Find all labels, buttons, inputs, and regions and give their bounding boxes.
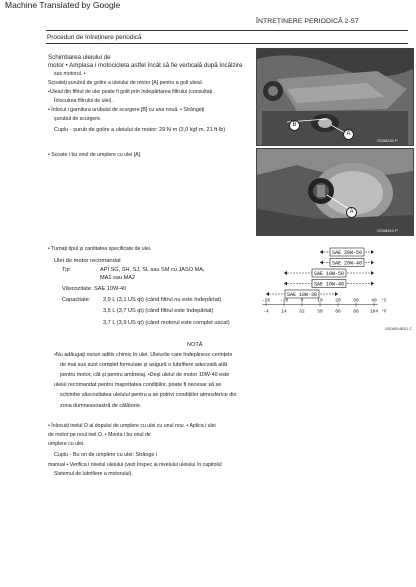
viscosity-chart [256, 244, 414, 332]
filler-cap-illustration [257, 149, 413, 235]
celsius-tick-label: 0 [300, 298, 304, 304]
header-rule-top [46, 30, 408, 31]
celsius-tick-label: -10 [279, 298, 289, 304]
drain-bolt-torque: Cuplu - șurub de golire a uleiului de motor: 29 N·m (3,0 kgf·m, 21 ft·lb) [54, 127, 226, 133]
block1-line-3: •Uleiul din filtrul de ulei poate fi golit prin îndepărtarea filtrului (consultați [48, 89, 213, 95]
viscosity-chart-svg [256, 244, 414, 332]
photo1-callout-a: A [343, 129, 354, 140]
grade-label: SAE 10W-30 [286, 292, 318, 298]
capacity-line-1: 3,5 L (3,7 US qt) (când filtrul este îndepărtat) [103, 308, 214, 314]
celsius-tick-label: 20 [335, 298, 341, 304]
grade-label: SAE 20W-40 [331, 260, 363, 267]
capacity-label: Capacitate: [62, 297, 91, 303]
block1-line-2: Scoateți șurubul de golire a uleiului de motor [A] pentru a goli uleiul. [48, 80, 204, 86]
filler-cap-photo [256, 148, 414, 236]
fahrenheit-tick-label: 68 [335, 309, 341, 315]
block4-line-1: de motor pe noul inel O. • Monta i bu onul de [48, 432, 151, 438]
block1-line-4: Înlocuirea filtrului de ulei). [54, 98, 113, 104]
celsius-tick-label: °C [381, 298, 387, 304]
fahrenheit-tick-label: 32 [299, 309, 305, 315]
oil-type-label: Tip: [62, 267, 72, 273]
note-line-2: pentru motor, cât și pentru ambreiaj. •Deși uleiul de motor 10W-40 este [60, 372, 230, 378]
note-line-4: schimbe vâscozitatea uleiului pentru a se potrivi condițiilor atmosferice din [60, 392, 237, 398]
fahrenheit-tick-label: °F [381, 309, 387, 315]
celsius-tick-label: 40 [371, 298, 377, 304]
oil-change-heading: Schimbarea uleiului de [48, 54, 111, 61]
photo2-ref: GS08510 P [377, 228, 398, 233]
recommended-oil-heading: Ulei de motor recomandat [54, 258, 121, 264]
filler-cap-torque: Cuplu - Bu on de umplere cu ulei: Strânge i [54, 452, 158, 458]
fahrenheit-tick-label: 104 [369, 309, 379, 315]
celsius-tick-label: 30 [353, 298, 359, 304]
pour-oil-line: • Turnați tipul și cantitatea specificate de ulei. [48, 246, 152, 252]
translation-banner: Machine Translated by Google [5, 0, 121, 10]
photo1-ref: GS08242 P [377, 138, 398, 143]
note-line-3: uleiul recomandat pentru majoritatea condițiilor, poate fi necesar să se [54, 382, 222, 388]
block1-line-5: • Înlocui i garnitura urubului de scurgere [B] cu una nouă. • Strângeți [48, 107, 205, 113]
block1-line-0: motor • Amplasa i motocicleta astfel încât să fie verticală după încălzire [48, 62, 243, 69]
header-rule-bottom [46, 43, 408, 44]
fahrenheit-tick-label: 14 [281, 309, 287, 315]
viscosity-line: Vâscozitate: SAE 10W-40 [62, 286, 127, 292]
drain-bolt-photo [256, 48, 414, 146]
celsius-tick-label: 10 [317, 298, 323, 304]
block4-tail-line-1: Sistemul de lubrifiere a motorului). [54, 471, 133, 477]
fahrenheit-tick-label: -4 [263, 309, 269, 315]
block1-line-6: șurubul de scurgere. [54, 116, 102, 122]
page-header-title: ÎNTREȚINERE PERIODICĂ 2-57 [256, 18, 359, 25]
celsius-tick-label: -20 [261, 298, 271, 304]
capacity-line-2: 3,7 L (3,9 US qt) (când motorul este complet uscat) [103, 320, 230, 326]
note-line-1: de mai sus sunt complet formulate și asigură o lubrifiere adecvată atât [60, 362, 228, 368]
grade-label: SAE 10W-40 [313, 281, 345, 288]
grade-label: SAE 20W-50 [331, 250, 363, 256]
section-title: Proceduri de întreținere periodică [47, 34, 142, 41]
fahrenheit-tick-label: 86 [353, 309, 359, 315]
chart-ref: GS06014BS1 C [384, 327, 412, 331]
photo2-callout-a: A [346, 207, 357, 218]
block1-line-1: sus motorul. • [54, 71, 86, 77]
oil-type-line-1: MA1 sau MA2 [100, 275, 136, 281]
note-line-5: zona dumneavoastră de călătorie. [60, 403, 142, 409]
drain-bolt-illustration [257, 49, 413, 145]
block4-line-2: umplere cu ulei. [48, 441, 85, 447]
note-title: NOTĂ [187, 342, 203, 348]
grade-label: SAE 10W-50 [313, 271, 345, 277]
block4-tail-line-0: manual • Verifica i nivelul uleiului (vezi Inspec ia nivelului uleiului în capitolul [48, 462, 222, 468]
oil-type-line-0: API SG, SH, SJ, SL sau SM cu JASO MA, [100, 267, 205, 273]
capacity-line-0: 2,9 L (3,1 US qt) (când filtrul nu este îndepărtat) [103, 297, 222, 303]
photo1-callout-b: B [289, 120, 300, 131]
block4-line-0: • Înlocuiți inelul O al dopului de umplere cu ulei cu unul nou. • Aplica i ulei [48, 423, 216, 429]
remove-filler-cap: • Scoate i bu onul de umplere cu ulei [A]. [48, 152, 142, 158]
fahrenheit-tick-label: 50 [317, 309, 323, 315]
note-line-0: •Nu adăugați niciun aditiv chimic în ulei. Uleiurile care îndeplinesc cerințele [54, 352, 233, 358]
